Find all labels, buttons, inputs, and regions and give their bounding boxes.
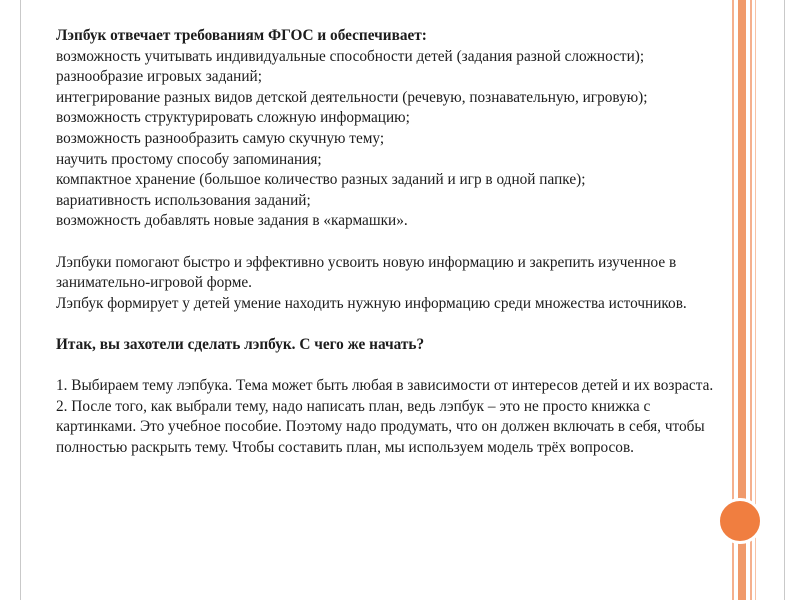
step-item: 2. После того, как выбрали тему, надо написать план, ведь лэпбук – это не просто книжка с картинками. Это учебное пособие. Поэтому надо продумать, что он должен включать в себя, чтобы полностью раскрыть тему. Чтобы составить план, мы используем модель трёх вопросов. <box>56 397 705 456</box>
heading: Лэпбук отвечает требованиям ФГОС и обеспечивает: <box>56 27 427 44</box>
list-item: вариативность использования заданий; <box>56 191 311 209</box>
step-item: 1. Выбираем тему лэпбука. Тема может быть любая в зависимости от интересов детей и их возраста. <box>56 377 714 395</box>
spacer <box>56 314 728 335</box>
question-heading: Итак, вы захотели сделать лэпбук. С чего же начать? <box>56 335 425 353</box>
list-item: интегрирование разных видов детской деятельности (речевую, познавательную, игровую); <box>56 88 648 106</box>
list-item: возможность структурировать сложную информацию; <box>56 109 410 127</box>
list-item: разнообразие игровых заданий; <box>56 68 262 86</box>
accent-circle-icon <box>717 498 763 544</box>
spacer <box>56 232 728 253</box>
spacer <box>56 356 728 377</box>
list-item: возможность разнообразить самую скучную тему; <box>56 129 385 147</box>
slide-content <box>56 26 728 458</box>
list-item: возможность добавлять новые задания в «кармашки». <box>56 212 408 230</box>
list-item: научить простому способу запоминания; <box>56 150 322 168</box>
paragraph: Лэпбуки помогают быстро и эффективно усвоить новую информацию и закрепить изученное в занимательно-игровой форме. <box>56 253 677 292</box>
paragraph: Лэпбук формирует у детей умение находить нужную информацию среди множества источников. <box>56 294 687 312</box>
list-item: компактное хранение (большое количество разных заданий и игр в одной папке); <box>56 171 586 189</box>
list-item: возможность учитывать индивидуальные способности детей (задания разной сложности); <box>56 47 645 65</box>
